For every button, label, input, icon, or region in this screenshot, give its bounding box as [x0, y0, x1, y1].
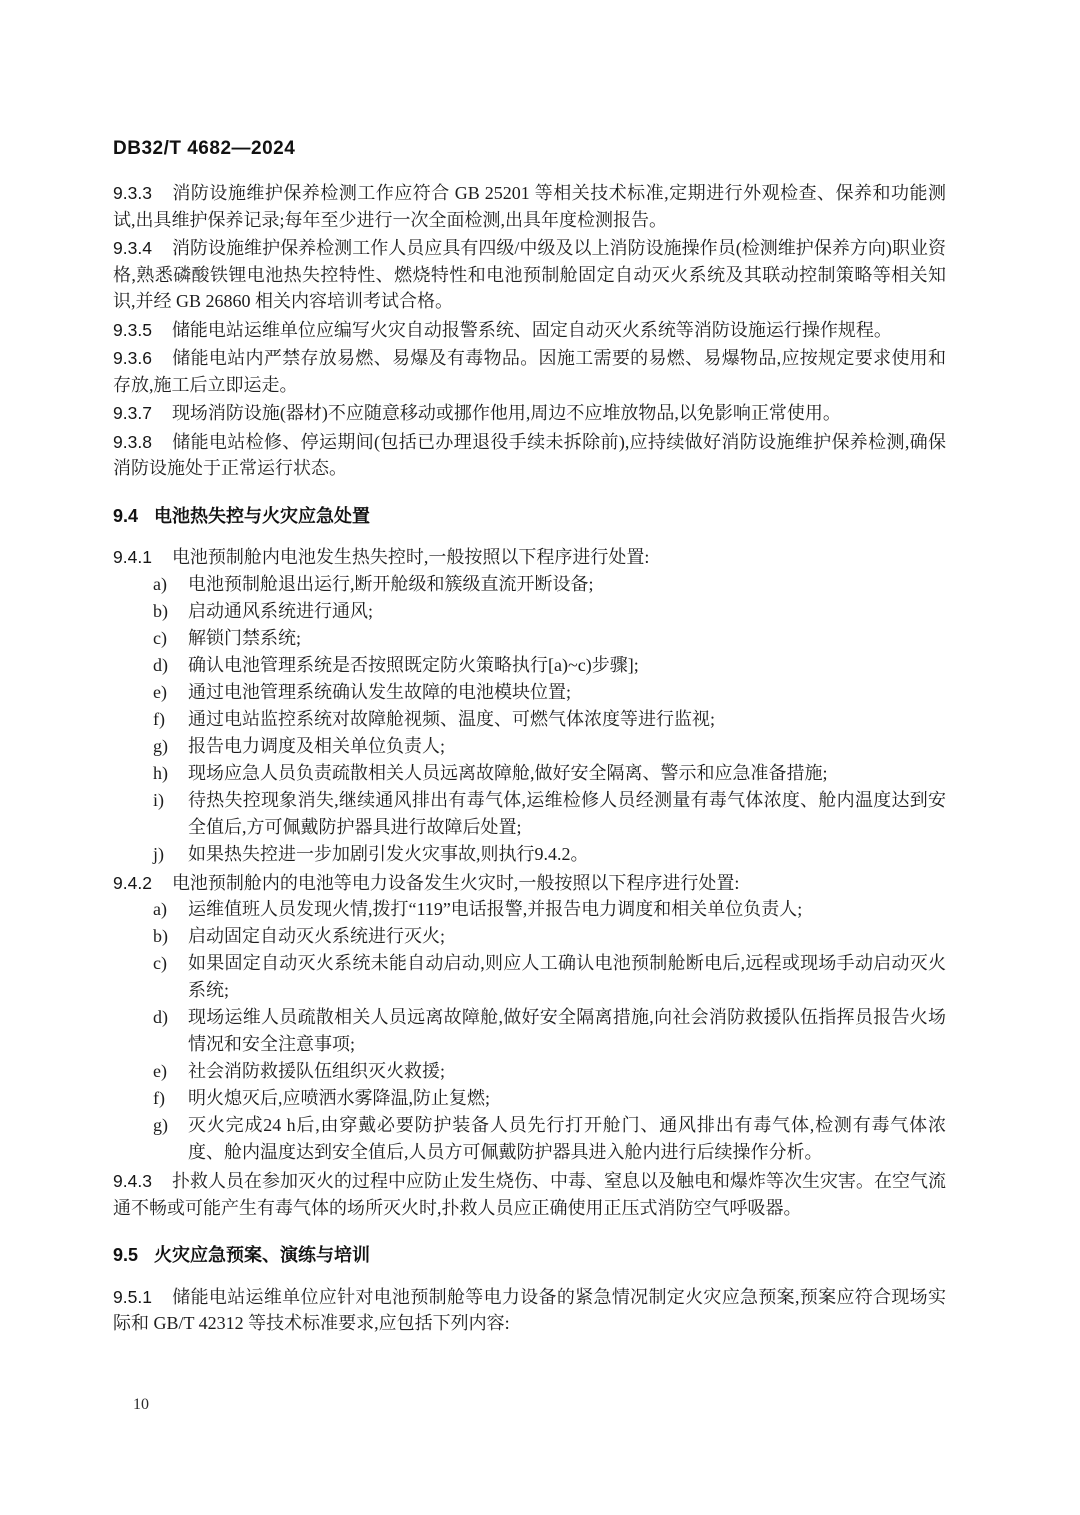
list-item-label: c) [153, 953, 167, 973]
list-item-label: b) [153, 600, 168, 621]
list-item-text: 社会消防救援队伍组织灭火救援; [188, 1061, 445, 1081]
list-item-text: 待热失控现象消失,继续通风排出有毒气体,运维检修人员经测量有毒气体浓度、舱内温度达到安全值后,方可佩戴防护器具进行故障后处置; [188, 789, 946, 837]
list-item-label: a) [153, 899, 167, 919]
list-item-text: 电池预制舱退出运行,断开舱级和簇级直流开断设备; [188, 573, 594, 594]
clause-text: 储能电站检修、停运期间(包括已办理退役手续未拆除前),应持续做好消防设施维护保养检测,确保消防设施处于正常运行状态。 [113, 431, 946, 478]
list-item-941-d [113, 652, 946, 679]
clause-number: 9.3.6 [113, 348, 152, 368]
clause-text: 消防设施维护保养检测工作应符合 GB 25201 等相关技术标准,定期进行外观检查、保养和功能测试,出具维护保养记录;每年至少进行一次全面检测,出具年度检测报告。 [113, 183, 946, 230]
list-item-942-a [113, 896, 946, 923]
clause-number: 9.3.3 [113, 183, 152, 203]
list-item-text: 通过电池管理系统确认发生故障的电池模块位置; [188, 681, 571, 702]
list-item-text: 现场应急人员负责疏散相关人员远离故障舱,做好安全隔离、警示和应急准备措施; [188, 762, 828, 783]
list-item-942-d [113, 1004, 946, 1058]
section-heading-9-5 [113, 1242, 946, 1269]
section-heading-9-4 [113, 503, 946, 530]
list-item-942-e [113, 1058, 946, 1085]
clause-text: 电池预制舱内的电池等电力设备发生火灾时,一般按照以下程序进行处置: [171, 872, 740, 893]
list-item-label: f) [153, 708, 165, 729]
clause-9-4-2 [113, 870, 946, 897]
clause-number: 9.3.7 [113, 403, 152, 423]
list-item-942-b [113, 923, 946, 950]
page-number: 10 [133, 1396, 149, 1413]
list-item-label: b) [153, 926, 168, 946]
clause-number: 9.4.1 [113, 547, 152, 567]
list-item-941-j [113, 841, 946, 868]
list-item-text: 通过电站监控系统对故障舱视频、温度、可燃气体浓度等进行监视; [188, 708, 715, 729]
clause-text: 储能电站运维单位应针对电池预制舱等电力设备的紧急情况制定火灾应急预案,预案应符合现场实际和 GB/T 42312 等技术标准要求,应包括下列内容: [113, 1286, 946, 1333]
section-title: 电池热失控与火灾应急处置 [154, 505, 371, 526]
clause-number: 9.5.1 [113, 1286, 152, 1307]
list-item-942-f [113, 1085, 946, 1112]
clause-text: 电池预制舱内电池发生热失控时,一般按照以下程序进行处置: [171, 547, 650, 567]
list-item-text: 明火熄灭后,应喷洒水雾降温,防止复燃; [188, 1088, 490, 1108]
clause-text: 储能电站运维单位应编写火灾自动报警系统、固定自动灭火系统等消防设施运行操作规程。 [171, 319, 892, 340]
clause-text: 扑救人员在参加灭火的过程中应防止发生烧伤、中毒、窒息以及触电和爆炸等次生灾害。在空气流通不畅或可能产生有毒气体的场所灭火时,扑救人员应正确使用正压式消防空气呼吸器。 [113, 1171, 946, 1218]
section-number: 9.5 [113, 1245, 139, 1265]
clause-number: 9.3.4 [113, 238, 152, 258]
list-item-text: 灭火完成24 h后,由穿戴必要防护装备人员先行打开舱门、通风排出有毒气体,检测有毒气体浓度、舱内温度达到安全值后,人员方可佩戴防护器具进入舱内进行后续操作分析。 [188, 1115, 946, 1162]
clause-9-3-7 [113, 400, 946, 427]
clause-text: 储能电站内严禁存放易燃、易爆及有毒物品。因施工需要的易燃、易爆物品,应按规定要求使用和存放,施工后立即运走。 [113, 348, 946, 395]
list-item-941-h [113, 760, 946, 787]
list-item-text: 启动通风系统进行通风; [188, 600, 373, 621]
list-item-text: 确认电池管理系统是否按照既定防火策略执行[a)~c)步骤]; [188, 654, 639, 675]
clause-9-3-8 [113, 429, 946, 482]
list-item-label: e) [153, 681, 167, 702]
clause-number: 9.3.5 [113, 319, 152, 340]
list-item-text: 运维值班人员发现火情,拨打“119”电话报警,并报告电力调度和相关单位负责人; [188, 899, 803, 919]
clause-9-3-5 [113, 317, 946, 344]
list-item-label: g) [153, 735, 168, 756]
list-item-label: d) [153, 654, 168, 675]
list-item-941-i [113, 787, 946, 841]
clause-9-4-1 [113, 544, 946, 571]
list-item-label: e) [153, 1061, 167, 1081]
list-item-text: 报告电力调度及相关单位负责人; [188, 735, 445, 756]
clause-number: 9.4.2 [113, 872, 152, 893]
clause-9-5-1 [113, 1284, 946, 1337]
list-item-941-c [113, 625, 946, 652]
list-item-label: f) [153, 1088, 165, 1108]
list-item-941-e [113, 679, 946, 706]
clause-text: 消防设施维护保养检测工作人员应具有四级/中级及以上消防设施操作员(检测维护保养方向)职业资格,熟悉磷酸铁锂电池热失控特性、燃烧特性和电池预制舱固定自动灭火系统及其联动控制策略等相关知识,并经 GB 26860 相关内容培训考试合格。 [113, 238, 946, 311]
list-item-941-f [113, 706, 946, 733]
list-item-label: h) [153, 762, 168, 783]
page-content [113, 180, 946, 1337]
section-title: 火灾应急预案、演练与培训 [154, 1245, 371, 1265]
clause-9-4-3 [113, 1168, 946, 1221]
list-item-label: a) [153, 573, 167, 594]
clause-number: 9.4.3 [113, 1171, 152, 1191]
list-item-941-b [113, 598, 946, 625]
section-number: 9.4 [113, 505, 139, 526]
clause-number: 9.3.8 [113, 431, 152, 452]
doc-code: DB32/T 4682—2024 [113, 138, 296, 159]
clause-9-3-4 [113, 235, 946, 315]
list-item-label: i) [153, 789, 164, 810]
clause-9-3-3 [113, 180, 946, 233]
list-item-941-g [113, 733, 946, 760]
list-item-label: j) [153, 843, 164, 864]
list-item-label: g) [153, 1115, 168, 1135]
list-item-941-a [113, 571, 946, 598]
list-item-text: 现场运维人员疏散相关人员远离故障舱,做好安全隔离措施,向社会消防救援队伍指挥员报告火场情况和安全注意事项; [188, 1007, 946, 1054]
clause-text: 现场消防设施(器材)不应随意移动或挪作他用,周边不应堆放物品,以免影响正常使用。 [171, 403, 841, 423]
list-item-text: 启动固定自动灭火系统进行灭火; [188, 926, 445, 946]
list-item-text: 如果固定自动灭火系统未能自动启动,则应人工确认电池预制舱断电后,远程或现场手动启动灭火系统; [188, 953, 946, 1000]
list-item-label: c) [153, 627, 167, 648]
list-item-942-g [113, 1112, 946, 1166]
list-item-942-c [113, 950, 946, 1004]
list-item-label: d) [153, 1007, 168, 1027]
list-item-text: 如果热失控进一步加剧引发火灾事故,则执行9.4.2。 [188, 843, 589, 864]
list-item-text: 解锁门禁系统; [188, 627, 302, 648]
clause-9-3-6 [113, 345, 946, 398]
